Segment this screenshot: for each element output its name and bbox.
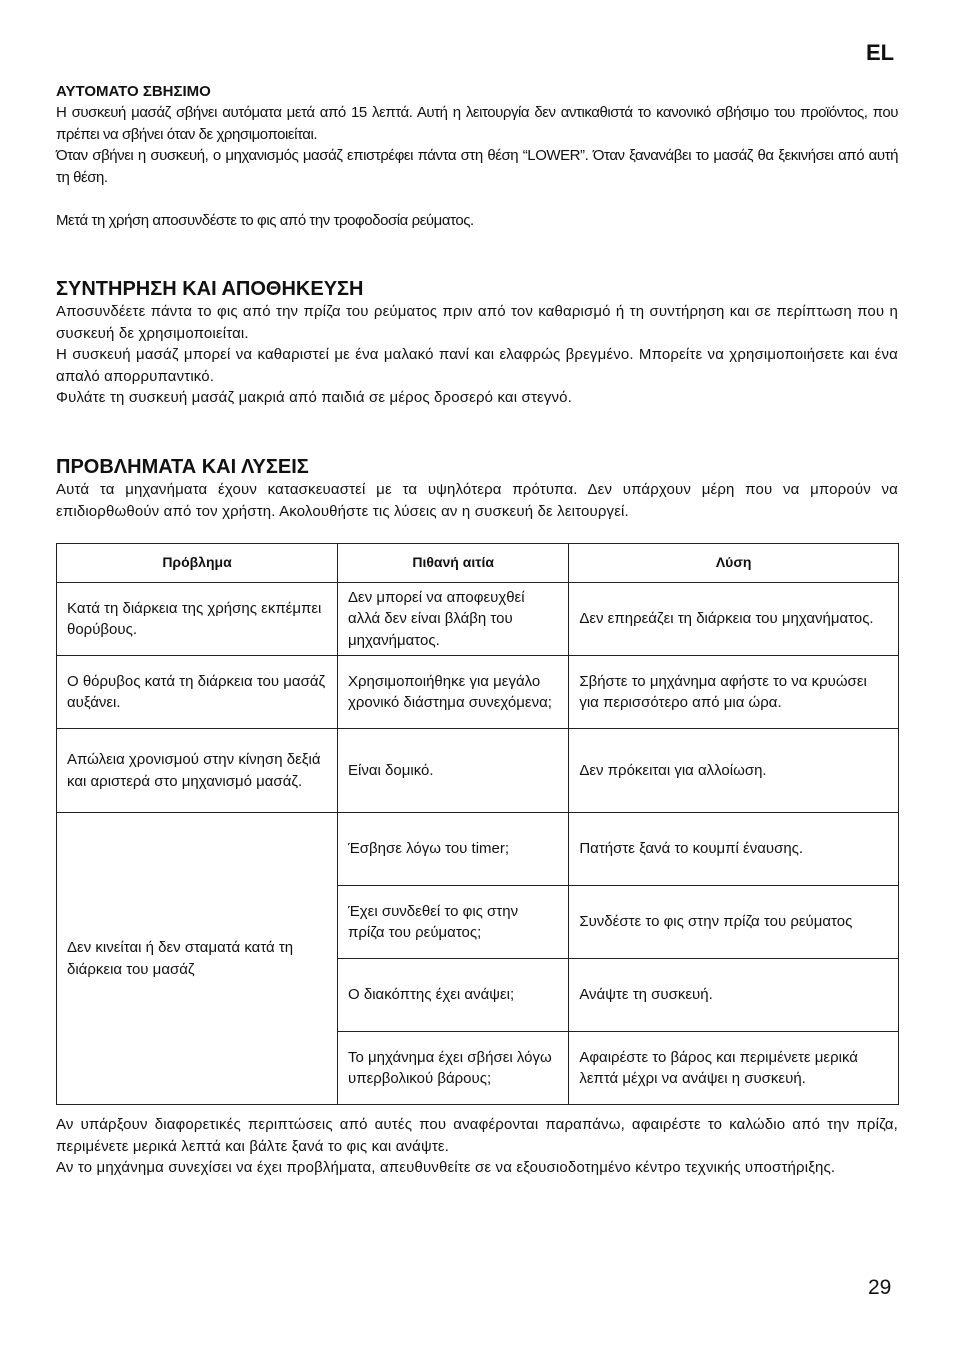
header-problem: Πρόβλημα: [57, 544, 338, 583]
maintenance-paragraph: Αποσυνδέετε πάντα το φις από την πρίζα του ρεύματος πριν από τον καθαρισμό ή τη συντήρηση και σε περίπτωση που η συσκευή δε χρησιμοποιείται.: [56, 303, 898, 342]
troubleshooting-outro: [56, 1114, 898, 1179]
cause-cell: Είναι δομικό.: [338, 729, 569, 813]
solution-cell: Σβήστε το μηχάνημα αφήστε το να κρυώσει για περισσότερο από μια ώρα.: [569, 656, 899, 729]
troubleshooting-title: ΠΡΟΒΛΗΜΑΤΑ ΚΑΙ ΛΥΣΕΙΣ: [56, 456, 309, 478]
cause-cell: Ο διακόπτης έχει ανάψει;: [338, 959, 569, 1032]
solution-cell: Πατήστε ξανά το κουμπί έναυσης.: [569, 813, 899, 886]
solution-cell: Συνδέστε το φις στην πρίζα του ρεύματος: [569, 886, 899, 959]
problem-cell: Δεν κινείται ή δεν σταματά κατά τη διάρκεια του μασάζ: [57, 813, 338, 1105]
troubleshooting-section: [56, 455, 898, 522]
table-row: [57, 583, 899, 656]
troubleshooting-table: [56, 543, 899, 1105]
problem-cell: Απώλεια χρονισμού στην κίνηση δεξιά και αριστερά στο μηχανισμό μασάζ.: [57, 729, 338, 813]
table-row: [57, 813, 899, 886]
problem-cell: Κατά τη διάρκεια της χρήσης εκπέμπει θορύβους.: [57, 583, 338, 656]
auto-off-paragraph: Μετά τη χρήση αποσυνδέστε το φις από την τροφοδοσία ρεύματος.: [56, 211, 474, 229]
maintenance-paragraph: Η συσκευή μασάζ μπορεί να καθαριστεί με ένα μαλακό πανί και ελαφρώς βρεγμένο. Μπορείτε να χρησιμοποιήσετε και ένα απαλό απορρυπαντικό.: [56, 346, 898, 385]
header-solution: Λύση: [569, 544, 899, 583]
cause-cell: Έχει συνδεθεί το φις στην πρίζα του ρεύματος;: [338, 886, 569, 959]
header-cause: Πιθανή αιτία: [338, 544, 569, 583]
auto-off-paragraph: Όταν σβήνει η συσκευή, ο μηχανισμός μασάζ επιστρέφει πάντα στη θέση “LOWER”. Όταν ξανανάβει το μασάζ θα ξεκινήσει από αυτή τη θέση.: [56, 147, 898, 186]
cause-cell: Έσβησε λόγω του timer;: [338, 813, 569, 886]
table-header-row: [57, 544, 899, 583]
auto-off-section: [56, 82, 898, 231]
solution-cell: Ανάψτε τη συσκευή.: [569, 959, 899, 1032]
maintenance-paragraph: Φυλάτε τη συσκευή μασάζ μακριά από παιδιά σε μέρος δροσερό και στεγνό.: [56, 389, 572, 406]
maintenance-title: ΣΥΝΤΗΡΗΣΗ ΚΑΙ ΑΠΟΘΗΚΕΥΣΗ: [56, 278, 364, 300]
auto-off-paragraph: Η συσκευή μασάζ σβήνει αυτόματα μετά από 15 λεπτά. Αυτή η λειτουργία δεν αντικαθιστά το κανονικό σβήσιμο του προϊόντος, που πρέπει να σβήνει όταν δε χρησιμοποιείται.: [56, 104, 898, 143]
auto-off-title: ΑΥΤΟΜΑΤΟ ΣΒΗΣΙΜΟ: [56, 83, 211, 100]
language-tag: EL: [866, 40, 895, 65]
page-number: 29: [868, 1276, 892, 1299]
outro-paragraph: Αν υπάρξουν διαφορετικές περιπτώσεις από αυτές που αναφέρονται παραπάνω, αφαιρέστε το καλώδιο από την πρίζα, περιμένετε μερικά λεπτά και βάλτε ξανά το φις και ανάψτε.: [56, 1116, 898, 1155]
solution-cell: Αφαιρέστε το βάρος και περιμένετε μερικά λεπτά μέχρι να ανάψει η συσκευή.: [569, 1032, 899, 1105]
problem-cell: Ο θόρυβος κατά τη διάρκεια του μασάζ αυξάνει.: [57, 656, 338, 729]
troubleshooting-intro: Αυτά τα μηχανήματα έχουν κατασκευαστεί με τα υψηλότερα πρότυπα. Δεν υπάρχουν μέρη που να μπορούν να επιδιορθωθούν από τον χρήστη. Ακολουθήστε τις λύσεις αν η συσκευή δε λειτουργεί.: [56, 481, 898, 520]
table-row: [57, 656, 899, 729]
cause-cell: Το μηχάνημα έχει σβήσει λόγω υπερβολικού βάρους;: [338, 1032, 569, 1105]
cause-cell: Χρησιμοποιήθηκε για μεγάλο χρονικό διάστημα συνεχόμενα;: [338, 656, 569, 729]
outro-paragraph: Αν το μηχάνημα συνεχίσει να έχει προβλήματα, απευθυνθείτε σε να εξουσιοδοτημένο κέντρο τεχνικής υποστήριξης.: [56, 1159, 836, 1176]
maintenance-section: [56, 277, 898, 409]
cause-cell: Δεν μπορεί να αποφευχθεί αλλά δεν είναι βλάβη του μηχανήματος.: [338, 583, 569, 656]
solution-cell: Δεν πρόκειται για αλλοίωση.: [569, 729, 899, 813]
table-row: [57, 729, 899, 813]
solution-cell: Δεν επηρεάζει τη διάρκεια του μηχανήματος.: [569, 583, 899, 656]
